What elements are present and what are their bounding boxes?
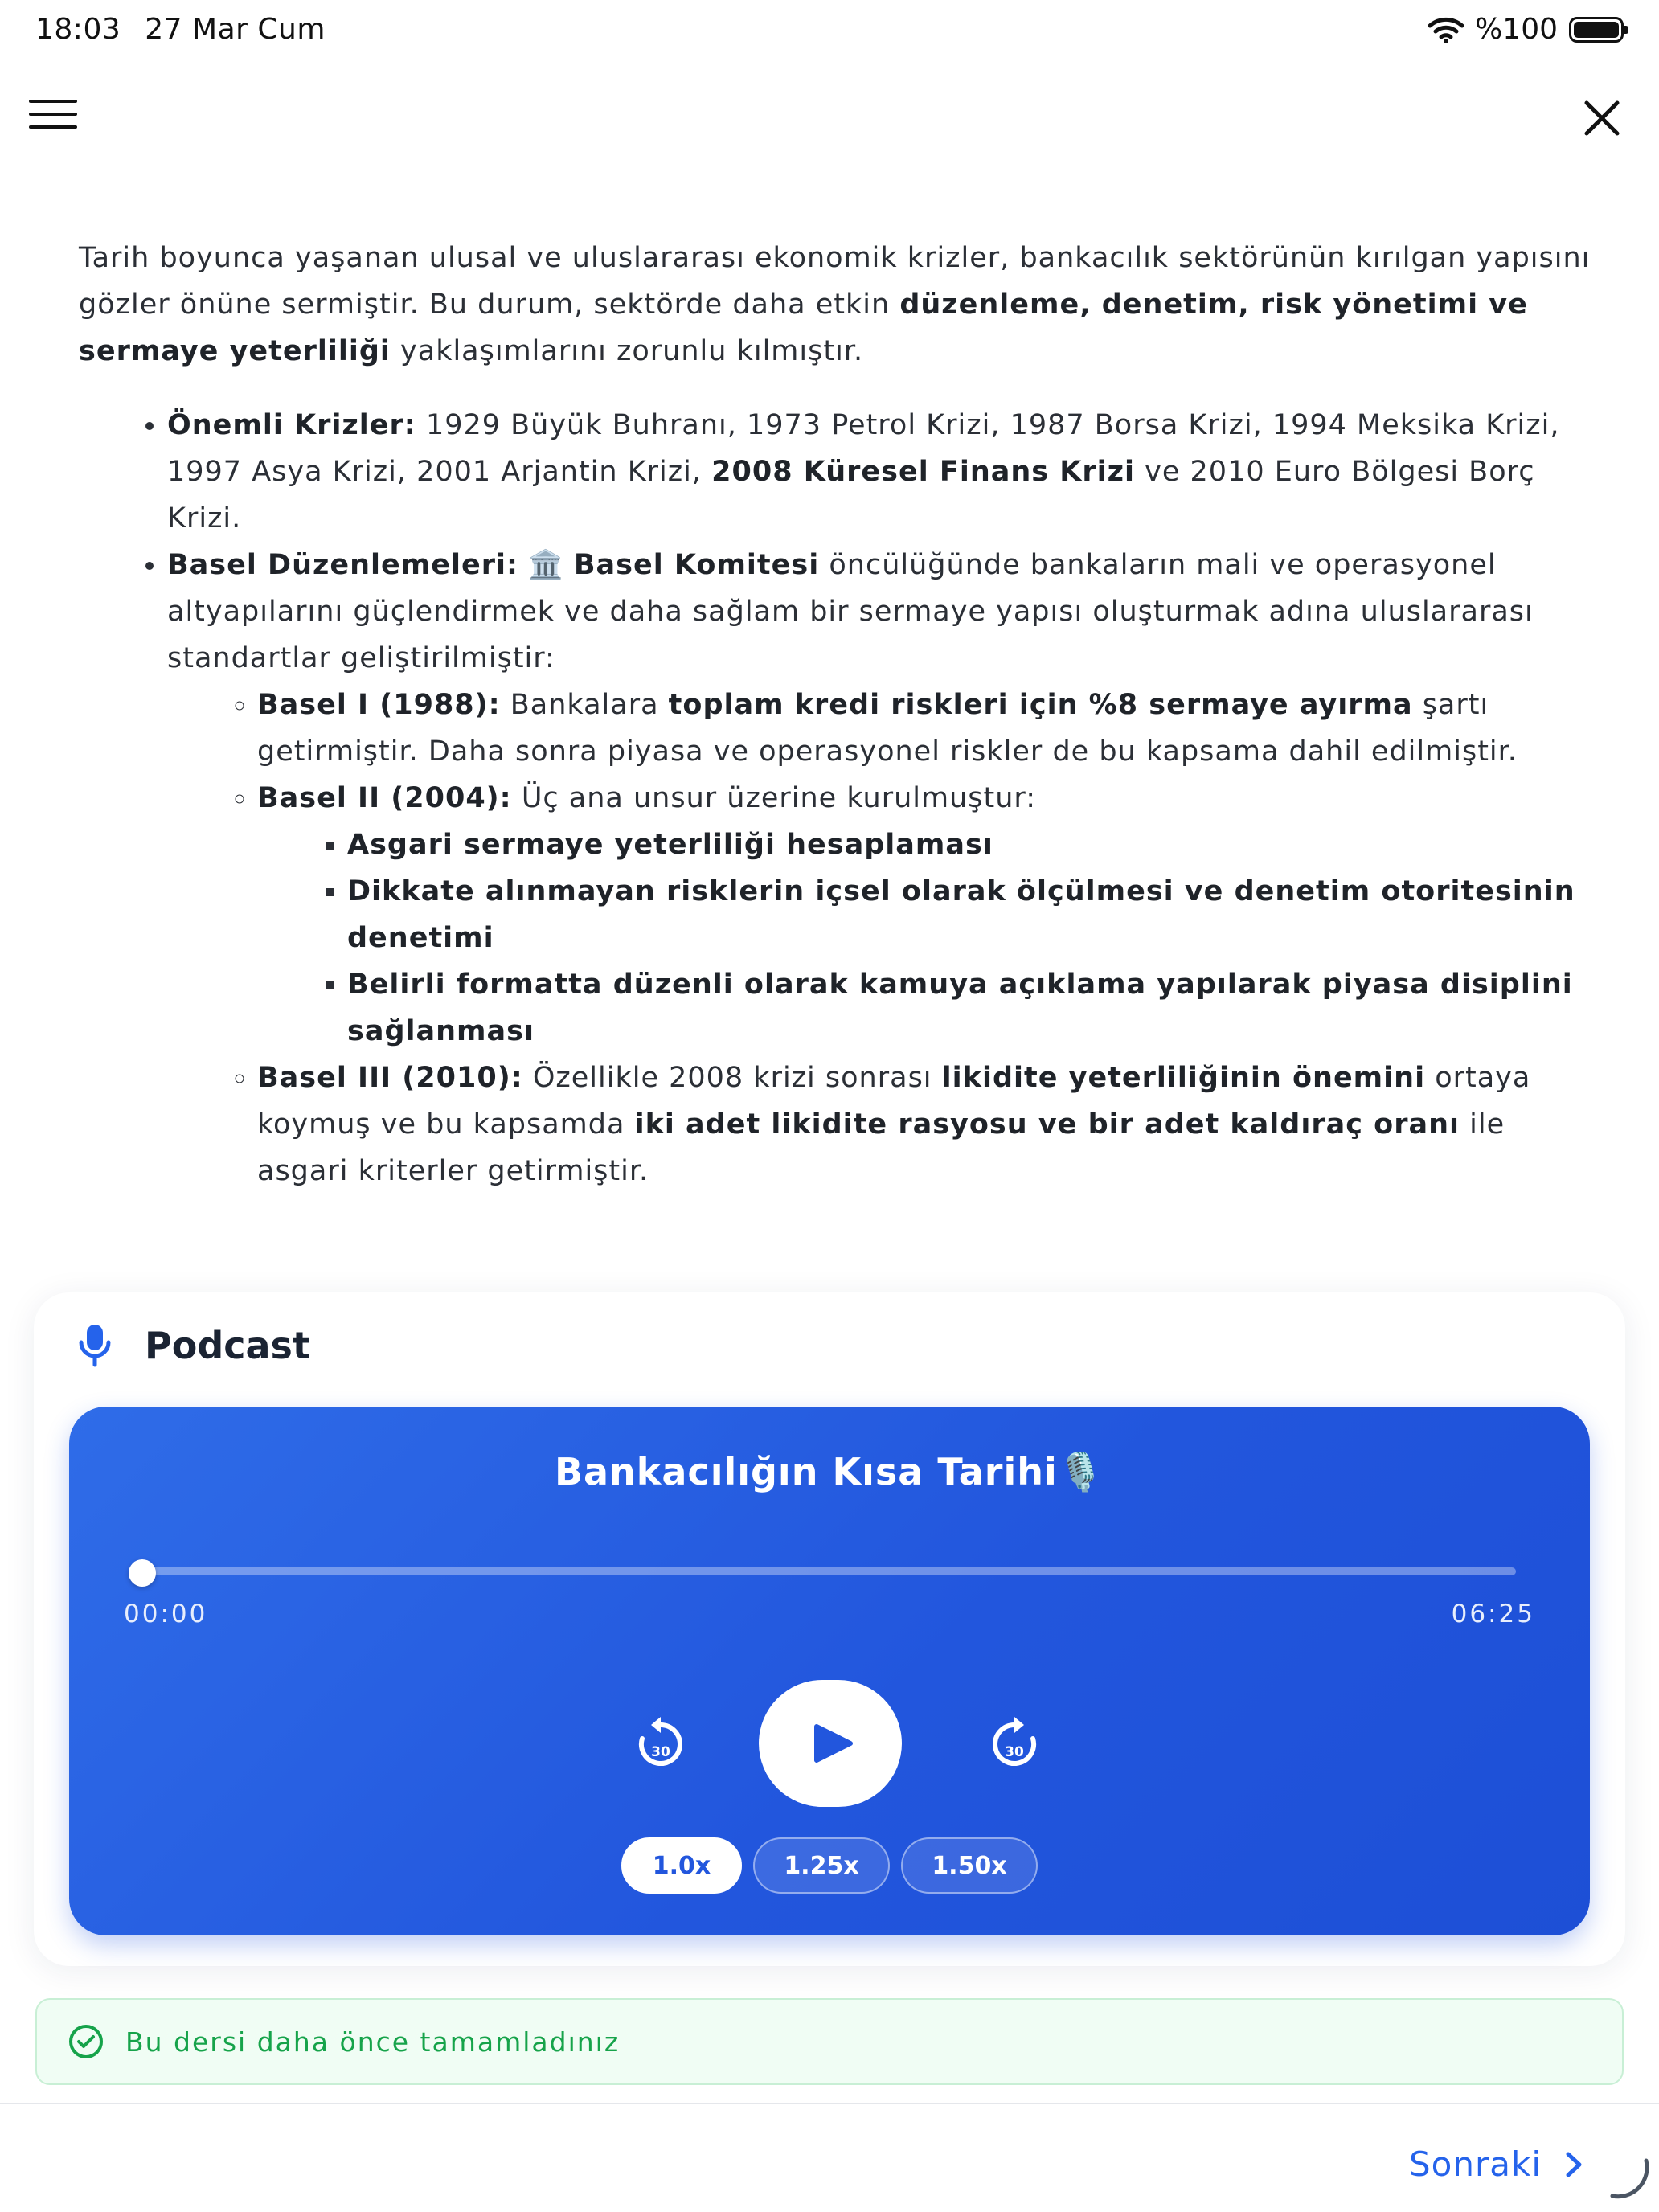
crises-text: 1929 Büyük Buhranı, 1973 Petrol Krizi, 1987 Borsa Krizi, 1994 Meksika Krizi, 1997 Asya Krizi, 2001 Arjantin Krizi, (167, 409, 1560, 488)
play-icon (759, 1680, 902, 1807)
duration: 06:25 (1451, 1600, 1535, 1628)
list-item-basel1 (257, 682, 1598, 775)
battery-icon (1569, 17, 1624, 43)
basel3-bold-2: iki adet likidite rasyosu ve bir adet kaldıraç oranı (634, 1108, 1460, 1141)
playback-speed-group (69, 1837, 1590, 1894)
hamburger-icon (29, 100, 77, 103)
status-bar-right (1428, 13, 1624, 46)
list-item-basel2 (257, 775, 1598, 1055)
close-button[interactable] (1574, 90, 1630, 146)
hamburger-line (29, 125, 77, 129)
wifi-icon (1428, 16, 1464, 43)
basel2-item-text: Belirli formatta düzenli olarak kamuya açıklama yapılarak piyasa disiplini sağlanması (347, 969, 1573, 1047)
play-button[interactable] (759, 1680, 902, 1807)
next-button[interactable] (1409, 2144, 1585, 2184)
rewind-30-button[interactable] (629, 1712, 693, 1776)
episode-title: Bankacılığın Kısa Tarihi🎙️ (554, 1450, 1105, 1493)
basel-committee: Basel Komitesi (573, 549, 820, 581)
rewind-30-icon (629, 1712, 693, 1776)
basel3-label: Basel III (2010): (257, 1062, 523, 1094)
microphone-icon (77, 1323, 113, 1368)
completed-banner (35, 1998, 1624, 2085)
intro-text: Tarih boyunca yaşanan ulusal ve uluslararası ekonomik krizler, bankacılık sektörünün kırılgan yapısını gözler önüne sermiştir. Bu durum, sektörde daha etkin (79, 242, 1591, 321)
loading-spinner-icon (1606, 2154, 1654, 2202)
status-bar-datetime (35, 13, 350, 46)
footer-divider (0, 2103, 1659, 2104)
basel3-text: Özellikle 2008 krizi sonrası (522, 1062, 942, 1094)
next-label: Sonraki (1409, 2144, 1542, 2184)
basel1-label: Basel I (1988): (257, 689, 501, 721)
speed-1x-button[interactable]: 1.0x (621, 1837, 742, 1894)
bank-icon: 🏛️ (528, 549, 564, 581)
basel2-item-text: Dikkate alınmayan risklerin içsel olarak ölçülmesi ve denetim otoritesinin denetimi (347, 875, 1575, 954)
forward-30-icon (982, 1712, 1047, 1776)
list-item-basel3 (257, 1055, 1598, 1194)
main-list (79, 402, 1598, 1194)
basel1-text-end: şartı getirmiştir. Daha sonra piyasa ve operasyonel riskler de bu kapsama dahil edilmiştir. (257, 689, 1518, 768)
list-item-crises (167, 402, 1598, 542)
basel3-text-mid: ortaya koymuş ve bu kapsamda (257, 1062, 1531, 1141)
list-item (347, 868, 1598, 961)
intro-paragraph (79, 235, 1598, 375)
list-item (347, 961, 1598, 1055)
crises-label: Önemli Krizler: (167, 409, 416, 441)
basel2-text: Üç ana unsur üzerine kurulmuştur: (511, 782, 1036, 814)
basel-list (167, 682, 1598, 1194)
audio-player (69, 1407, 1590, 1936)
rewind-seconds: 30 (651, 1744, 670, 1760)
basel2-label: Basel II (2004): (257, 782, 512, 814)
close-icon (1574, 90, 1630, 146)
basel1-bold: toplam kredi riskleri için %8 sermaye ayırma (668, 689, 1413, 721)
podcast-header (77, 1323, 310, 1368)
status-date: 27 Mar Cum (145, 13, 326, 46)
basel-label: Basel Düzenlemeleri: (167, 549, 518, 581)
chevron-right-icon (1563, 2149, 1585, 2181)
check-circle-icon (68, 2023, 104, 2060)
basel2-item-text: Asgari sermaye yeterliliği hesaplaması (347, 829, 993, 861)
crises-text-end: ve 2010 Euro Bölgesi Borç Krizi. (167, 456, 1535, 535)
menu-button[interactable] (29, 100, 77, 137)
basel2-sublist (257, 821, 1598, 1055)
list-item (347, 821, 1598, 868)
battery-percent: %100 (1475, 13, 1558, 46)
hamburger-line (29, 113, 77, 116)
intro-bold: düzenleme, denetim, risk yönetimi ve sermaye yeterliliği (79, 289, 1528, 367)
forward-30-button[interactable] (982, 1712, 1047, 1776)
basel3-bold: likidite yeterliliğinin önemini (941, 1062, 1426, 1094)
podcast-title: Podcast (145, 1324, 310, 1367)
list-item-basel (167, 542, 1598, 1194)
current-time: 00:00 (124, 1600, 208, 1628)
progress-handle[interactable] (129, 1559, 156, 1587)
speed-1-25x-button[interactable]: 1.25x (753, 1837, 890, 1894)
lesson-content (79, 235, 1598, 1194)
crises-bold: 2008 Küresel Finans Krizi (711, 456, 1136, 488)
forward-seconds: 30 (1005, 1744, 1024, 1760)
intro-text-end: yaklaşımlarını zorunlu kılmıştır. (390, 335, 864, 367)
basel3-text-end: ile asgari kriterler getirmiştir. (257, 1108, 1505, 1187)
speed-1-50x-button[interactable]: 1.50x (901, 1837, 1038, 1894)
completed-text: Bu dersi daha önce tamamladınız (125, 2026, 621, 2058)
basel-text: öncülüğünde bankaların mali ve operasyonel altyapılarını güçlendirmek ve daha sağlam bir sermaye yapısı oluşturmak adına uluslararası standartlar geliştirilmiştir: (167, 549, 1534, 674)
progress-track[interactable] (132, 1567, 1516, 1575)
status-time: 18:03 (35, 13, 121, 46)
basel1-text: Bankalara (500, 689, 669, 721)
